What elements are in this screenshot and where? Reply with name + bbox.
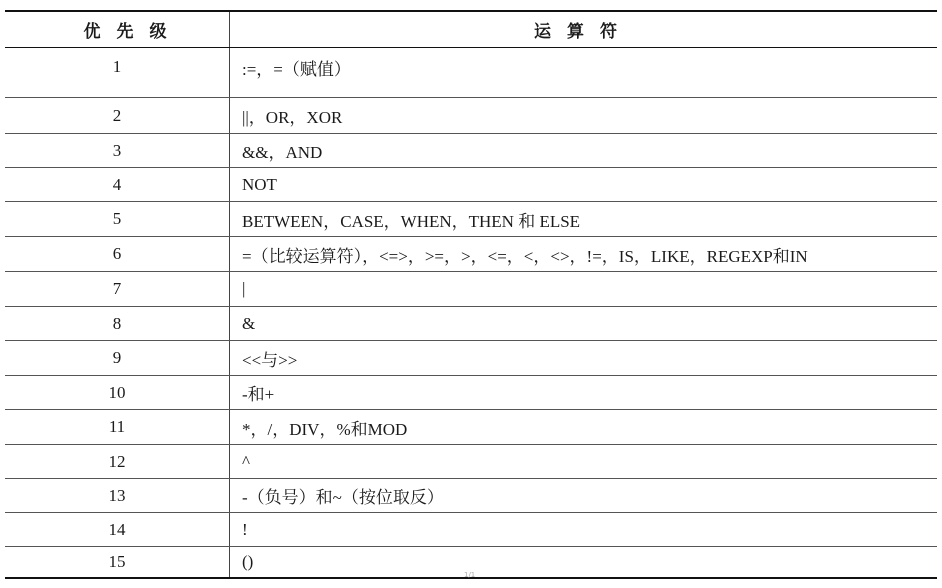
operator-cell: & xyxy=(229,307,937,340)
priority-cell: 6 xyxy=(112,244,122,263)
table-row xyxy=(5,271,937,306)
first-row-gap xyxy=(5,86,937,97)
priority-cell: 3 xyxy=(112,140,122,160)
table-row xyxy=(5,444,937,478)
priority-cell: 14 xyxy=(108,519,126,539)
operator-cell: NOT xyxy=(229,168,937,201)
operator-cell: &&，AND xyxy=(229,134,937,167)
operator-cell: -（负号）和~（按位取反） xyxy=(229,479,937,512)
priority-cell: 5 xyxy=(112,209,122,228)
priority-cell: 9 xyxy=(112,348,122,367)
operator-column-header: 运算符 xyxy=(229,12,937,47)
table-row xyxy=(5,167,937,201)
operator-cell: ||，OR，XOR xyxy=(229,98,937,133)
operator-cell: -和+ xyxy=(229,376,937,409)
operator-cell: ! xyxy=(229,513,937,546)
operator-cell: ^ xyxy=(229,445,937,478)
table-row xyxy=(5,375,937,409)
priority-cell: 13 xyxy=(108,485,126,505)
priority-cell: 7 xyxy=(112,279,122,298)
priority-cell: 1 xyxy=(112,57,122,76)
table-row xyxy=(5,478,937,512)
page-mark: 1/1 xyxy=(464,571,476,579)
operator-cell: <<与>> xyxy=(229,341,937,375)
operator-precedence-table xyxy=(5,8,937,580)
priority-cell: 10 xyxy=(108,382,126,402)
operator-cell: () xyxy=(229,547,937,577)
table-row xyxy=(5,236,937,271)
priority-cell: 15 xyxy=(108,552,126,571)
priority-cell: 8 xyxy=(112,313,122,333)
operator-cell: BETWEEN，CASE，WHEN，THEN 和 ELSE xyxy=(229,202,937,236)
priority-cell: 11 xyxy=(108,417,126,436)
priority-column-header: 优先级 xyxy=(83,22,183,42)
table-row xyxy=(5,97,937,133)
table-row xyxy=(5,409,937,444)
table-row xyxy=(5,512,937,546)
table-row xyxy=(5,306,937,340)
table-row xyxy=(5,48,937,86)
table-row xyxy=(5,133,937,167)
operator-cell: | xyxy=(229,272,937,306)
priority-cell: 4 xyxy=(112,174,122,194)
operator-cell: =（比较运算符），<=>，>=，>，<=，<，<>，!=，IS，LIKE，REGEXP和IN xyxy=(229,237,937,271)
priority-cell: 2 xyxy=(112,105,122,125)
priority-cell: 12 xyxy=(108,451,126,471)
operator-cell: *，/，DIV，%和MOD xyxy=(229,410,937,444)
operator-cell: :=，=（赋值） xyxy=(229,48,937,86)
table-row xyxy=(5,340,937,375)
table-header-row xyxy=(5,10,937,48)
table-row xyxy=(5,201,937,236)
